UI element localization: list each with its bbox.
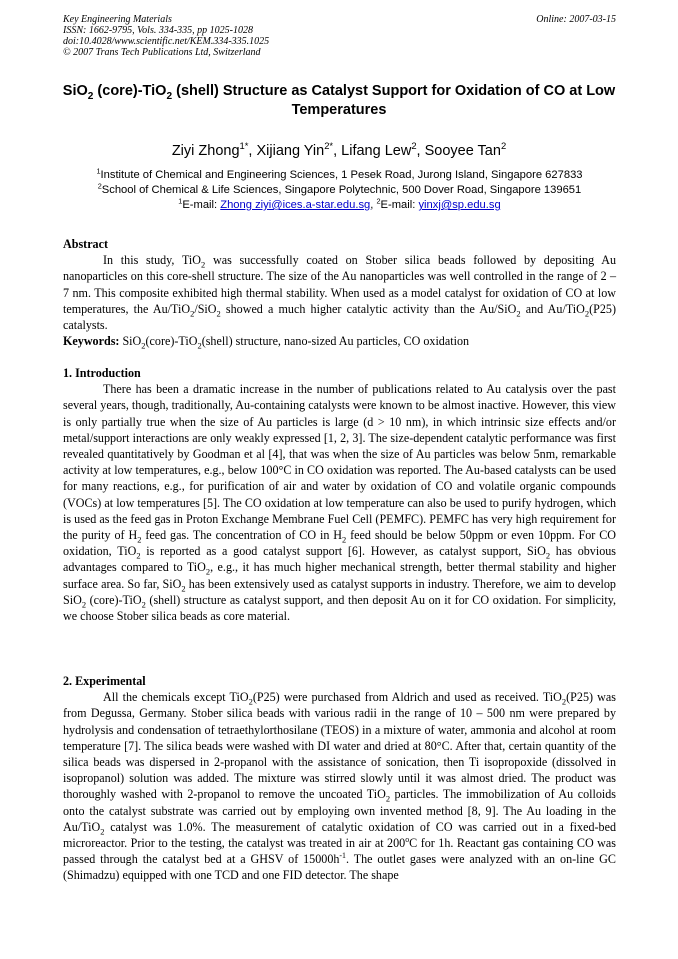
affiliation-1: $^1$Institute of Chemical and Engineering Sciences, 1 Pesek Road, Jurong Island, Singapore 627833 (96, 166, 583, 181)
journal-name: Key Engineering Materials (63, 14, 172, 25)
copyright-line: © 2007 Trans Tech Publications Ltd, Switzerland (63, 47, 261, 58)
doi-line: doi:10.4028/www.scientific.net/KEM.334-335.1025 (63, 36, 270, 47)
introduction-section (63, 365, 616, 624)
online-date: Online: 2007-03-15 (536, 14, 616, 25)
email-link-2[interactable]: yinxj@sp.edu.sg (418, 199, 501, 211)
author-name: Sooyee Tan (424, 143, 501, 159)
introduction-heading: 1. Introduction (63, 366, 141, 380)
email-line: $^1$E-mail: Zhong ziyi@ices.a-star.edu.sg, $^2$E-mail: yinxj@sp.edu.sg (178, 196, 501, 211)
paper-title: SiO$_2$ (core)-TiO$_2$ (shell) Structure as Catalyst Support for Oxidation of CO at Low Temperatures (62, 83, 616, 118)
abstract-section (63, 236, 616, 349)
journal-header (63, 14, 616, 58)
affiliations (63, 168, 616, 213)
email-link-1[interactable]: Zhong ziyi@ices.a-star.edu.sg (220, 199, 371, 211)
affiliation-2: $^2$School of Chemical & Life Sciences, Singapore Polytechnic, 500 Dover Road, Singapore 139651 (97, 181, 582, 196)
author-name: Lifang Lew (341, 143, 412, 159)
keywords-line: Keywords: SiO$_2$(core)-TiO$_2$(shell) structure, nano-sized Au particles, CO oxidation (63, 334, 470, 351)
author-name: Xijiang Yin (256, 143, 325, 159)
issn-line: ISSN: 1662-9795, Vols. 334-335, pp 1025-1028 (63, 25, 253, 36)
abstract-text: In this study, TiO$_2$ was successfully coated on Stober silica beads followed by depositing Au nanoparticles on this core-shell structure. The size of the Au nanoparticles was well controlled in the range of 2 – 7 nm. This composite exhibited high thermal stability. When used as a model catalyst for oxidation of CO at low temperatures, the Au/TiO$_2$/SiO$_2$ showed a much higher catalytic activity than the Au/SiO$_2$ and Au/TiO$_2$(P25) catalysts. (63, 253, 617, 333)
author-list: Ziyi Zhong$^{1*}$, Xijiang Yin$^{2*}$, Lifang Lew$^2$, Sooyee Tan$^2$ (171, 140, 507, 159)
experimental-section (63, 673, 616, 884)
abstract-heading: Abstract (63, 237, 109, 251)
keywords-label: Keywords: (63, 334, 120, 349)
experimental-heading: 2. Experimental (63, 674, 146, 688)
experimental-text: All the chemicals except TiO$_2$(P25) were purchased from Aldrich and used as received. TiO$_2$(P25) was from Degussa, Germany. Stober silica beads with various radii in the range of 10 – 500 nm were prepared by hydrolysis and condensation of tetraethylorthosilane (TEOS) in a mixture of water, ammonia and alcohol at room temperature [7]. The silica beads were washed with DI water and dried at 80°C. After that, certain quantity of the silica beads was dispersed in 2-propanol with the assistance of sonication, then Ti isopropoxide (dissolved in isopropanol) solution was added. The mixture was stirred slowly until it was almost dried. The product was thoroughly washed with 2-propanol to remove the uncoated TiO$_2$ particles. The immobilization of Au colloids onto the catalyst substrate was carried out by employing own invented method [8, 9]. The Au loading in the Au/TiO$_2$ catalyst was 1.0%. The measurement of catalytic oxidation of CO was carried out in a fixed-bed microreactor. Prior to the testing, the catalyst was treated in air at 200$^o$C for 1h. Reactant gas containing CO was passed through the catalyst bed at a GHSV of $15000h^{-1}$. The outlet gases were analyzed with an on-line GC (Shimadzu) equipped with one TCD and one FID detector. The shape (63, 690, 616, 883)
introduction-text: There has been a dramatic increase in the number of publications related to Au catalysis over the past several years, though, traditionally, Au-containing catalysts were known to be almost inactive. However, this view is only partially true when the size of Au particles is large (d > 10 nm), in which intrinsic size effects and/or metal/support interactions are only weakly expressed [1, 2, 3]. The size-dependent catalytic performance was first revealed quantitatively by Goodman et al [4], that was when the size of Au particles was below 5nm, remarkable activity at low temperatures, e.g., below 100°C in CO oxidation was reported. The Au-based catalysts can be used for many reactions, e.g., for purification of air and water by oxidation of CO and volatile organic compounds (VOCs) at low temperatures [5]. The CO oxidation at low temperature can also be used to purify hydrogen, which is used as the feed gas in Proton Exchange Membrane Fuel Cell (PEMFC). PEMFC has very high requirement for the purity of $H_2$ feed gas. The concentration of CO in $H_2$ feed should be below 50ppm or even 10ppm. For CO oxidation, TiO$_2$ is reported as a good catalyst support [6]. However, as catalyst support, SiO$_2$ has obvious advantages compared to TiO$_2$, e.g., it has much higher mechanical strength, better thermal stability and higher surface area. So far, SiO$_2$ has been extensively used as catalyst supports in industry. Therefore, we aim to develop SiO$_2$ (core)-TiO$_2$ (shell) structure as catalyst support, and then deposit Au on it for CO oxidation. For simplicity, we choose Stober silica beads as core material. (63, 382, 617, 624)
author-name: Ziyi Zhong (171, 143, 240, 159)
